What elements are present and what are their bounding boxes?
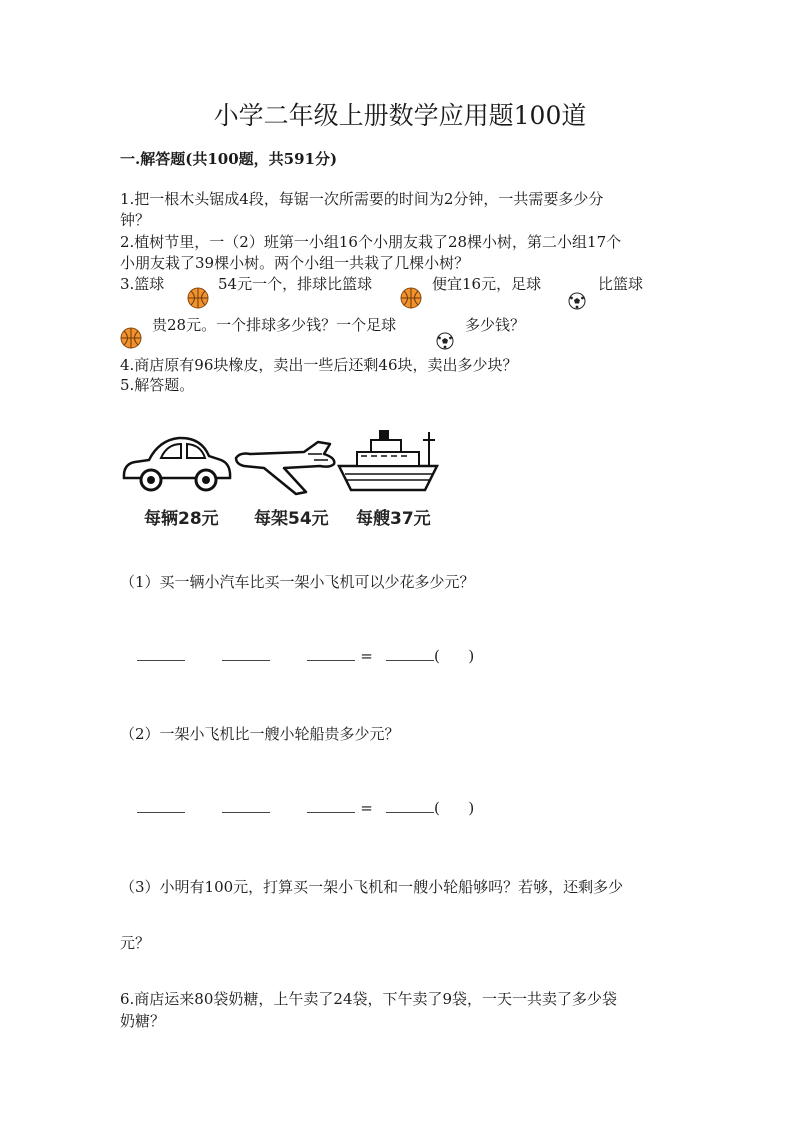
question-6-line-1: 6.商店运来80袋奶糖，上午卖了24袋，下午卖了9袋，一天一共卖了多少袋 [120,990,618,1008]
question-5-sub-3-line-1: （3）小明有100元，打算买一架小飞机和一艘小轮船够吗？若够，还剩多少 [120,878,624,896]
unit-parentheses: ( ) [433,799,475,817]
answer-row-2 [137,798,474,817]
page-title: 小学二年级上册数学应用题100道 [213,101,587,130]
question-5-sub-2: （2）一架小飞机比一艘小轮船贵多少元？ [120,725,400,743]
question-4: 4.商店原有96块橡皮，卖出一些后还剩46块，卖出多少块？ [120,356,518,374]
question-5-sub-3-line-2: 元？ [120,934,151,952]
question-2-line-2: 小朋友栽了39棵小树。两个小组一共栽了几棵小树？ [120,254,470,272]
soccer-ball-icon [568,292,586,310]
question-3-part-5: 贵28元。一个排球多少钱？一个足球 [152,316,397,334]
answer-blank[interactable] [307,646,355,661]
unit-parentheses: ( ) [433,647,475,665]
answer-blank[interactable] [137,646,185,661]
answer-blank[interactable] [137,798,185,813]
car-icon [121,432,233,494]
plane-price-caption: 每架54元 [254,509,329,529]
ship-price-caption: 每艘37元 [356,509,431,529]
car-price-caption: 每辆28元 [144,509,219,529]
basketball-icon [120,327,142,349]
question-3-part-6: 多少钱？ [465,316,526,334]
answer-blank[interactable] [222,646,270,661]
question-5-label: 5.解答题。 [120,376,195,394]
ship-icon [337,428,441,494]
question-1-line-2: 钟？ [120,211,151,229]
question-3-part-3: 便宜16元，足球 [432,275,542,293]
soccer-ball-icon [436,332,454,350]
question-6-line-2: 奶糖？ [120,1012,166,1030]
question-1-line-1: 1.把一根木头锯成4段，每锯一次所需要的时间为2分钟，一共需要多少分 [120,190,604,208]
answer-blank[interactable] [386,798,434,813]
answer-blank[interactable] [386,646,434,661]
basketball-icon [187,287,209,309]
question-3-part-2: 54元一个，排球比篮球 [218,275,373,293]
question-2-line-1: 2.植树节里，一（2）班第一小组16个小朋友栽了28棵小树，第二小组17个 [120,233,622,251]
section-heading: 一.解答题(共100题，共591分) [120,150,338,168]
question-3-part-1: 3.篮球 [120,275,165,293]
question-3-part-4: 比篮球 [598,275,644,293]
answer-blank[interactable] [307,798,355,813]
answer-blank[interactable] [222,798,270,813]
basketball-icon [400,287,422,309]
answer-row-1 [137,646,474,665]
equals-sign: = [360,799,373,817]
airplane-icon [234,438,338,496]
question-5-sub-1: （1）买一辆小汽车比买一架小飞机可以少花多少元？ [120,573,475,591]
equals-sign: = [360,647,373,665]
